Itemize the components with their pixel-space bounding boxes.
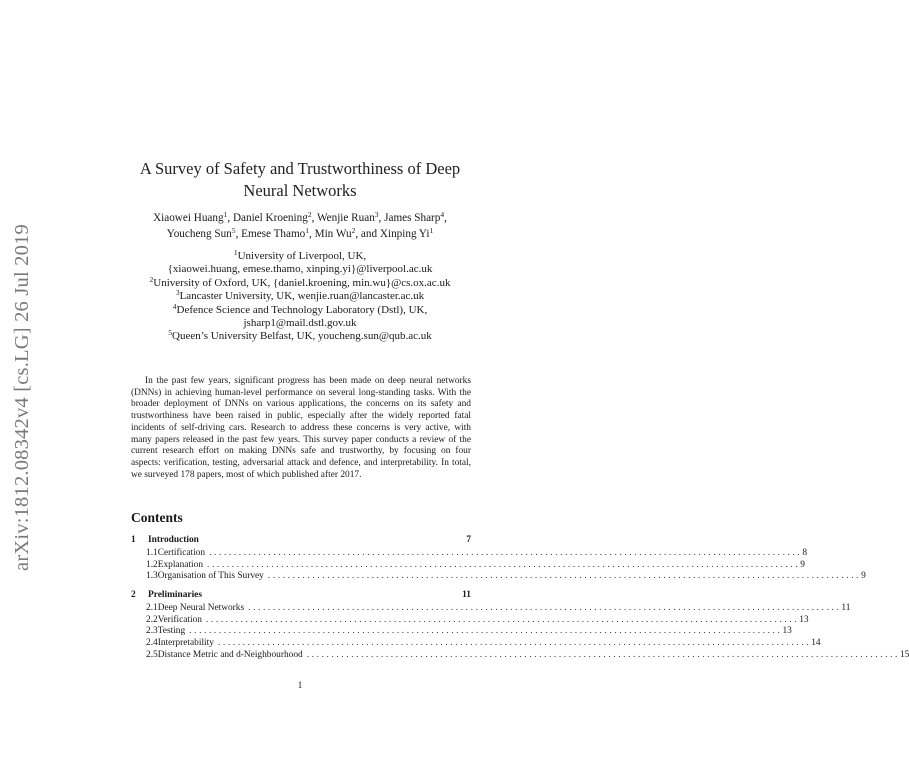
author-name: Wenjie Ruan: [316, 212, 375, 224]
toc-subsection[interactable]: [131, 625, 792, 637]
arxiv-id: arXiv:1812.08342v4 [cs.LG] 26 Jul 2019: [10, 224, 33, 571]
aff-sup: 3: [175, 288, 180, 298]
toc-section-title: Introduction: [148, 535, 199, 545]
toc-sub-page: 8: [802, 547, 808, 558]
toc-sub-number: 2.1: [146, 602, 158, 613]
aff-sup: 2: [149, 274, 154, 284]
author-list: [90, 210, 510, 242]
toc-sub-title: Certification: [157, 547, 206, 558]
toc-section-title: Preliminaries: [148, 590, 202, 601]
toc-leader-dots: ........................................................................................................................: [306, 649, 900, 660]
toc-sub-page: 15: [899, 649, 909, 660]
author-sup: 5: [231, 226, 236, 235]
toc-section-number: 1: [131, 535, 136, 545]
toc-subsection[interactable]: [131, 614, 809, 626]
toc-sub-page: 11: [841, 602, 851, 613]
toc-leader-dots: ........................................................................................................................: [205, 614, 800, 625]
toc-sub-number: 1.2: [146, 559, 158, 570]
toc-leader-dots: ........................................................................................................................: [248, 602, 842, 613]
affiliation-2: [90, 274, 510, 290]
toc-subsection[interactable]: [131, 559, 805, 571]
page-number: 1: [297, 681, 303, 691]
aff-sup: 1: [233, 248, 238, 257]
author-name: Youcheng Sun: [166, 228, 232, 240]
toc-sub-title: Distance Metric and d-Neighbourhood: [157, 649, 303, 660]
toc-sub-title: Explanation: [157, 559, 204, 570]
affiliation-4: [90, 301, 510, 331]
toc-sub-number: 2.2: [146, 614, 158, 625]
toc-section-number: 2: [131, 590, 136, 601]
affiliation-3: [90, 290, 510, 303]
toc-sub-number: 1.3: [146, 571, 158, 582]
toc-sub-page: 9: [861, 571, 866, 582]
author-name: Emese Thamo: [241, 228, 306, 240]
author-sup: 4: [440, 210, 445, 219]
toc-sub-title: Testing: [157, 626, 186, 637]
toc-sub-page: 9: [800, 559, 805, 570]
author-sup: 1: [429, 226, 434, 235]
author-name: Min Wu: [314, 228, 352, 240]
aff-line: {xiaowei.huang, emese.thamo, xinping.yi}@liverpool.ac.uk: [167, 263, 433, 276]
abstract: In the past few years, significant progress has been made on deep neural networks (DNNs) in achieving human-level performance on several long-standing tasks. With the broader deployment of DNNs on various applications, the concerns on its safety and trustworthiness have been raised in public, especially after the widely reported fatal incidents of self-driving cars. Research to address these concerns is very active, with many papers released in the past few years. This survey paper conducts a review of the current research effort on making DNNs safe and trustworthy, by focusing on four aspects: verification, testing, adversarial attack and defence, and interpretability. In total, we surveyed 178 papers, most of which published after 2017.: [131, 376, 471, 480]
aff-sup: 4: [172, 301, 177, 311]
toc-sub-page: 14: [811, 637, 821, 648]
author-sup: 1: [223, 210, 228, 219]
aff-line: Defence Science and Technology Laboratory (Dstl), UK,: [176, 303, 428, 316]
aff-line: jsharp1@mail.dstl.gov.uk: [243, 317, 357, 330]
affiliation-5: [90, 330, 510, 343]
aff-line: University of Oxford, UK, {daniel.kroening, min.wu}@cs.ox.ac.uk: [153, 276, 451, 289]
author-sup: 2: [307, 210, 312, 219]
author-name: James Sharp: [384, 212, 441, 224]
toc-subsection[interactable]: [131, 649, 909, 661]
title-line-2: Neural Networks: [243, 181, 357, 200]
toc-section-page: 11: [462, 590, 471, 601]
aff-sup: 5: [168, 328, 172, 338]
toc-subsection[interactable]: [131, 637, 821, 649]
toc-leader-dots: ........................................................................................................................: [189, 626, 783, 637]
affiliations: [90, 250, 510, 344]
toc-subsection[interactable]: [131, 602, 851, 614]
author-sup: 3: [374, 210, 379, 219]
title-line-1: A Survey of Safety and Trustworthiness of Deep: [139, 159, 461, 178]
toc-sub-title: Organisation of This Survey: [157, 571, 264, 582]
toc-leader-dots: ........................................................................................................................: [267, 571, 862, 582]
table-of-contents: [131, 533, 909, 661]
author-name: Daniel Kroening: [232, 212, 308, 224]
author-name: Xinping Yi: [379, 228, 430, 240]
toc-subsection[interactable]: [131, 570, 866, 582]
author-name: Xiaowei Huang: [153, 212, 224, 224]
toc-section[interactable]: [131, 533, 471, 547]
toc-sub-page: 13: [782, 626, 792, 637]
toc-sub-title: Deep Neural Networks: [157, 602, 245, 613]
toc-sub-title: Interpretability: [157, 637, 214, 648]
toc-sub-title: Verification: [157, 614, 202, 625]
author-line-1: Xiaowei Huang$^1$, Daniel Kroening$^2$, Wenjie Ruan$^3$, James Sharp$^4$,: [153, 210, 447, 224]
toc-section-page: 7: [466, 535, 471, 545]
contents-heading: Contents: [131, 510, 183, 525]
author-sup: 2: [351, 226, 356, 235]
aff-line: Lancaster University, UK, wenjie.ruan@lancaster.ac.uk: [179, 290, 425, 303]
toc-sub-page: 13: [799, 614, 809, 625]
toc-section[interactable]: [131, 588, 471, 602]
author-line-2: Youcheng Sun$^5$, Emese Thamo$^1$, Min Wu$^2$, and Xinping Yi$^1$: [166, 226, 434, 240]
aff-line: Queen’s University Belfast, UK, youcheng.sun@qub.ac.uk: [172, 330, 432, 343]
toc-sub-number: 2.5: [146, 649, 158, 660]
affiliation-1: [90, 250, 510, 277]
toc-leader-dots: ........................................................................................................................: [207, 559, 801, 570]
toc-sub-number: 2.4: [146, 637, 158, 648]
arxiv-sidebar-stamp: [2, 205, 42, 590]
toc-leader-dots: ........................................................................................................................: [209, 547, 803, 558]
aff-line: University of Liverpool, UK,: [237, 250, 367, 262]
paper-title: [100, 158, 500, 202]
toc-subsection[interactable]: [131, 547, 808, 559]
author-sup: 1: [305, 226, 310, 235]
toc-sub-number: 2.3: [146, 626, 158, 637]
toc-leader-dots: ........................................................................................................................: [217, 637, 812, 648]
toc-sub-number: 1.1: [146, 547, 158, 558]
